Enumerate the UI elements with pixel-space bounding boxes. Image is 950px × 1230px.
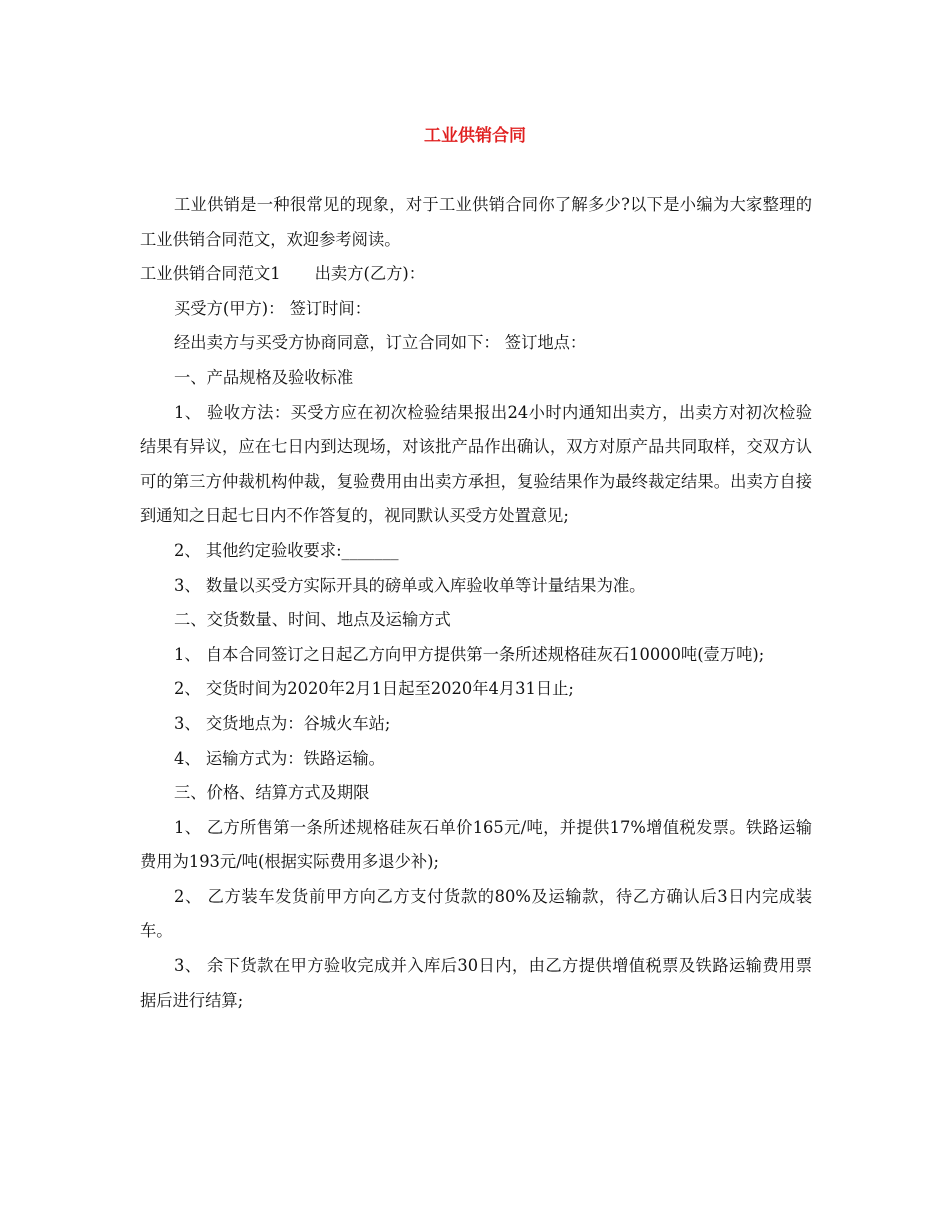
seller-field: 出卖方(乙方)： (314, 264, 426, 284)
section-heading: 二、交货数量、时间、地点及运输方式 (174, 610, 451, 630)
buyer-field: 买受方(甲方)： 签订时间： (174, 298, 371, 318)
clause-paragraph: 2、 乙方装车发货前甲方向乙方支付货款的80%及运输款，待乙方确认后3日内完成装车。 (140, 886, 812, 941)
document-body (140, 188, 812, 1018)
clause-paragraph: 2、 交货时间为2020年2月1日起至2020年4月31日止; (174, 679, 574, 699)
agreement-paragraph: 经出卖方与买受方协商同意，订立合同如下： 签订地点： (174, 333, 587, 353)
intro-paragraph: 工业供销是一种很常见的现象，对于工业供销合同你了解多少?以下是小编为大家整理的工业供销合同范文，欢迎参考阅读。 (140, 195, 812, 249)
template-heading: 工业供销合同范文1 (140, 264, 281, 284)
section-heading: 一、产品规格及验收标准 (174, 367, 354, 387)
clause-paragraph: 4、 运输方式为：铁路运输。 (174, 748, 385, 768)
template-heading-line (140, 257, 812, 292)
clause-paragraph: 1、 自本合同签订之日起乙方向甲方提供第一条所述规格硅灰石10000吨(壹万吨); (174, 644, 765, 664)
clause-paragraph: 1、 乙方所售第一条所述规格硅灰石单价165元/吨，并提供17%增值税发票。铁路运输费用为193元/吨(根据实际费用多退少补); (140, 817, 812, 872)
clause-paragraph: 3、 交货地点为：谷城火车站; (174, 713, 391, 733)
clause-paragraph: 2、 其他约定验收要求:_______ (174, 540, 399, 560)
clause-paragraph: 3、 余下货款在甲方验收完成并入库后30日内，由乙方提供增值税票及铁路运输费用票据后进行结算; (140, 956, 812, 1010)
document-title: 工业供销合同 (424, 126, 526, 146)
section-heading: 三、价格、结算方式及期限 (174, 783, 370, 803)
clause-paragraph: 3、 数量以买受方实际开具的磅单或入库验收单等计量结果为准。 (174, 575, 646, 595)
clause-paragraph: 1、 验收方法：买受方应在初次检验结果报出24小时内通知出卖方，出卖方对初次检验结果有异议，应在七日内到达现场，对该批产品作出确认，双方对原产品共同取样，交双方认可的第三方仲裁机构仲裁，复验费用由出卖方承担，复验结果作为最终裁定结果。出卖方自接到通知之日起七日内不作答复的，视同默认买受方处置意见; (140, 402, 812, 526)
